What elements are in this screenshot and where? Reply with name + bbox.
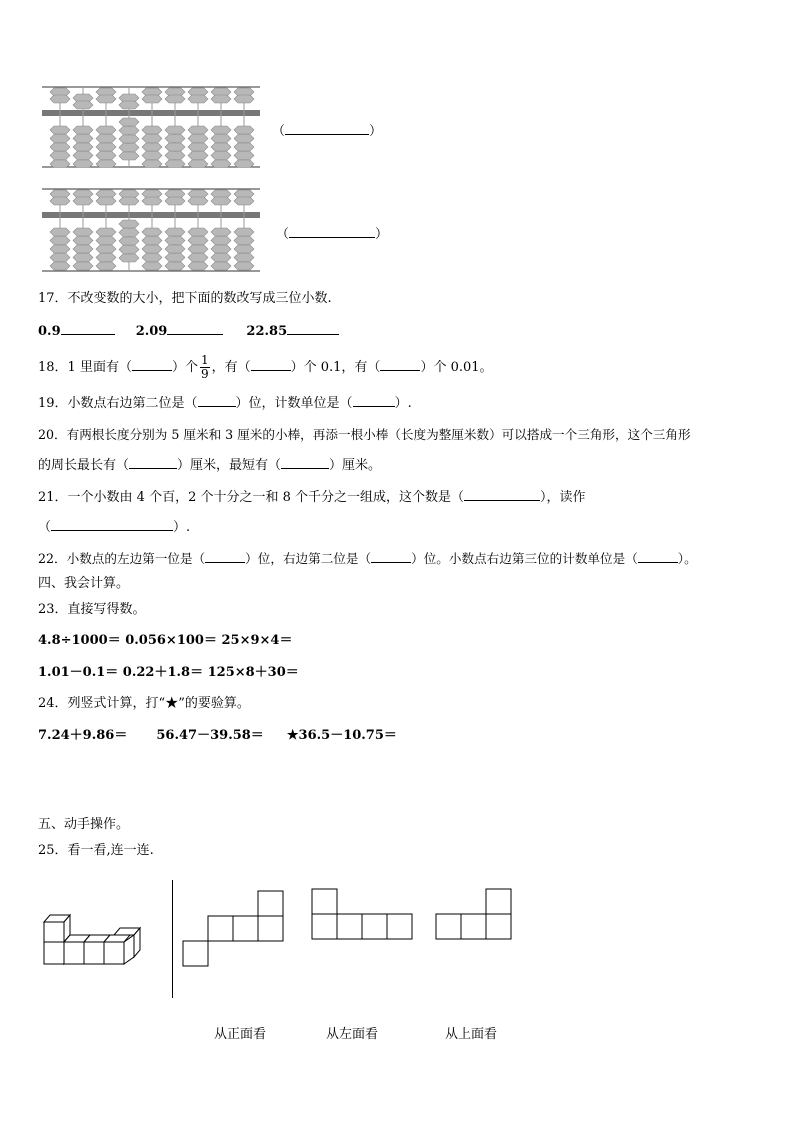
q25-title: 25．看一看,连一连. [38,843,154,858]
view-option-2 [311,888,413,942]
abacus-bead [211,262,231,270]
abacus-bead [50,143,70,151]
abacus-beam [42,110,260,116]
q22 [38,550,697,568]
abacus-bead [142,152,162,160]
abacus-bead [119,220,139,228]
q24-title: 24．列竖式计算，打“★”的要验算。 [38,696,250,711]
abacus-bead [142,95,162,103]
abacus-bead [211,143,231,151]
abacus-bead [188,152,208,160]
q19-text-1: 19．小数点右边第二位是（ [38,396,198,411]
abacus-bead [96,95,116,103]
abacus-bead [188,228,208,236]
abacus-bead [73,262,93,270]
abacus-bead [211,135,231,143]
abacus-bead [234,143,254,151]
q17-item-2: 2.09 [135,324,168,339]
abacus-bead [73,237,93,245]
abacus-bead [50,160,70,168]
q23-row-2: 1.01－0.1＝ 0.22＋1.8＝ 125×8＋30＝ [38,665,299,680]
abacus-bead [142,245,162,253]
abacus-bead [73,152,93,160]
q17-items [38,322,339,341]
abacus-bead [165,126,185,134]
q18-text-3: ，有（ [211,360,251,375]
abacus-bead [73,126,93,134]
q23-row-1: 4.8÷1000＝ 0.056×100＝ 25×9×4＝ [38,633,293,648]
abacus-bead [96,152,116,160]
q19-blank-1[interactable] [198,394,236,407]
open-paren: （ [272,124,286,139]
abacus-bead [165,228,185,236]
abacus-bead [50,254,70,262]
abacus-bead [119,144,139,152]
abacus-bead [119,237,139,245]
abacus-bead [73,101,93,109]
q18-blank-1[interactable] [132,358,172,371]
q17-title: 17．不改变数的大小，把下面的数改写成三位小数. [38,291,332,306]
q18-text-2: ）个 [171,360,198,375]
abacus-bead [188,135,208,143]
q21-line-1 [38,488,586,507]
q21-text-2: ），读作 [540,490,586,505]
abacus-bead [50,126,70,134]
q18-text-1: 18．1 里面有（ [38,360,132,375]
q21-text-4: ）. [173,520,191,535]
abacus-bead [96,160,116,168]
section-4-heading: 四、我会计算。 [38,576,130,591]
abacus-bead [142,254,162,262]
q20-line-1: 20．有两根长度分别为 5 厘米和 3 厘米的小棒，再添一根小棒（长度为整厘米数）可以搭成一个三角形，这个三角形 [38,427,691,442]
q20-blank-1[interactable] [129,456,177,469]
abacus-beam [42,212,260,218]
abacus-bead [211,245,231,253]
q24-expr-1: 7.24＋9.86＝ [38,728,128,743]
q20-text-2: ）厘米，最短有（ [177,458,282,473]
abacus-bead [96,254,116,262]
abacus-bead [119,152,139,160]
q21-text-3: （ [38,520,52,535]
abacus-bead [142,197,162,205]
q22-text-1: 22．小数点的左边第一位是（ [38,551,206,566]
q18-text-5: ）个 0.01。 [420,360,493,375]
abacus-bead [188,262,208,270]
abacus-bead [50,228,70,236]
q19-text-2: ）位，计数单位是（ [235,396,353,411]
abacus-bead [119,254,139,262]
abacus-bead [234,135,254,143]
answer-blank[interactable] [285,122,369,135]
abacus-bead [50,95,70,103]
abacus-bead [165,254,185,262]
q22-blank-3[interactable] [638,550,678,563]
q21-blank-2[interactable] [51,518,173,531]
abacus-bead [73,143,93,151]
abacus-bead [165,160,185,168]
abacus-bead [234,237,254,245]
divider-line [172,880,173,998]
abacus-bead [165,95,185,103]
q18 [38,354,493,381]
section-5-heading: 五、动手操作。 [38,817,130,832]
q22-blank-1[interactable] [205,550,245,563]
abacus-bead [188,95,208,103]
abacus-bead [188,126,208,134]
q20-text-3: ）厘米。 [329,458,382,473]
abacus-bead [188,245,208,253]
abacus-bead [73,135,93,143]
abacus-bead [119,229,139,237]
q22-text-2: ）位，右边第二位是（ [245,551,372,566]
abacus-bead [211,228,231,236]
cube-solid-figure [40,910,160,970]
view-label-left: 从左面看 [326,1027,379,1042]
abacus-bead [165,237,185,245]
q23-title: 23．直接写得数。 [38,602,146,617]
close-paren: ） [375,227,389,242]
view-label-front: 从正面看 [214,1027,267,1042]
abacus-bead [119,101,139,109]
abacus-bead [96,237,116,245]
abacus-bead [96,262,116,270]
abacus-bead [234,95,254,103]
abacus-bead [142,262,162,270]
abacus-bead [119,246,139,254]
q18-blank-3[interactable] [380,358,420,371]
q17-blank-3[interactable] [287,322,339,335]
abacus-1 [40,86,265,168]
abacus-bead [50,197,70,205]
q20-line-2 [38,456,381,475]
abacus-bead [165,152,185,160]
q22-text-3: ）位。小数点右边第三位的计数单位是（ [411,551,638,566]
q21-text-1: 21．一个小数由 4 个百，2 个十分之一和 8 个千分之一组成，这个数是（ [38,490,465,505]
abacus-bead [211,237,231,245]
abacus-bead [188,254,208,262]
q20-blank-2[interactable] [281,456,329,469]
abacus-bead [234,197,254,205]
q19-text-3: ）. [394,396,412,411]
q19-blank-2[interactable] [353,394,395,407]
abacus-bead [188,160,208,168]
view-option-1 [182,890,284,968]
abacus-bead [142,135,162,143]
q18-blank-2[interactable] [251,358,291,371]
abacus-bead [119,197,139,205]
q24-expr-2: 56.47－39.58＝ [156,728,264,743]
abacus-bead [142,228,162,236]
abacus-bead [73,160,93,168]
abacus-bead [119,127,139,135]
close-paren: ） [369,124,383,139]
q17-item-3: 22.85 [246,324,288,339]
abacus-bead [73,254,93,262]
abacus-bead [119,135,139,143]
abacus-bead [188,197,208,205]
abacus-2 [40,188,265,272]
abacus-bead [234,160,254,168]
abacus-bead [188,237,208,245]
fraction-numerator: 1 [200,353,209,367]
fraction-denominator: 9 [200,367,209,381]
abacus-bead [234,228,254,236]
abacus-bead [142,143,162,151]
abacus-bead [211,160,231,168]
abacus-bead [50,245,70,253]
view-option-3 [435,888,513,942]
abacus-2-answer [276,223,388,242]
abacus-bead [234,262,254,270]
q17-item-1: 0.9 [38,324,61,339]
abacus-bead [50,135,70,143]
abacus-bead [211,95,231,103]
answer-blank[interactable] [289,225,375,238]
abacus-bead [188,143,208,151]
abacus-bead [234,245,254,253]
abacus-bead [234,254,254,262]
abacus-bead [165,143,185,151]
abacus-bead [142,126,162,134]
abacus-bead [96,228,116,236]
abacus-bead [50,262,70,270]
q20-text-1: 的周长最长有（ [38,458,130,473]
abacus-bead [165,197,185,205]
q17-blank-2[interactable] [167,322,223,335]
abacus-bead [234,126,254,134]
q24-row [38,727,397,745]
q24-expr-3: ★36.5－10.75＝ [286,728,397,743]
abacus-bead [50,152,70,160]
abacus-bead [96,143,116,151]
abacus-bead [50,237,70,245]
abacus-bead [211,197,231,205]
q17-blank-1[interactable] [61,322,115,335]
abacus-bead [234,152,254,160]
abacus-1-answer [272,120,382,139]
fraction-one-ninth [200,354,210,381]
abacus-bead [73,197,93,205]
abacus-bead [165,245,185,253]
open-paren: （ [276,227,290,242]
abacus-bead [96,197,116,205]
q19 [38,394,412,413]
abacus-bead [96,135,116,143]
abacus-bead [73,245,93,253]
abacus-bead [165,262,185,270]
abacus-bead [211,254,231,262]
abacus-bead [165,135,185,143]
q18-text-4: ）个 0.1，有（ [290,360,381,375]
q21-line-2 [38,518,190,537]
q22-text-4: ）。 [677,551,697,566]
abacus-bead [73,228,93,236]
q22-blank-2[interactable] [371,550,411,563]
abacus-bead [96,126,116,134]
q21-blank-1[interactable] [464,488,540,501]
abacus-bead [119,118,139,126]
abacus-bead [142,160,162,168]
abacus-bead [142,237,162,245]
view-label-top: 从上面看 [445,1027,498,1042]
abacus-bead [211,126,231,134]
abacus-bead [211,152,231,160]
abacus-bead [96,245,116,253]
